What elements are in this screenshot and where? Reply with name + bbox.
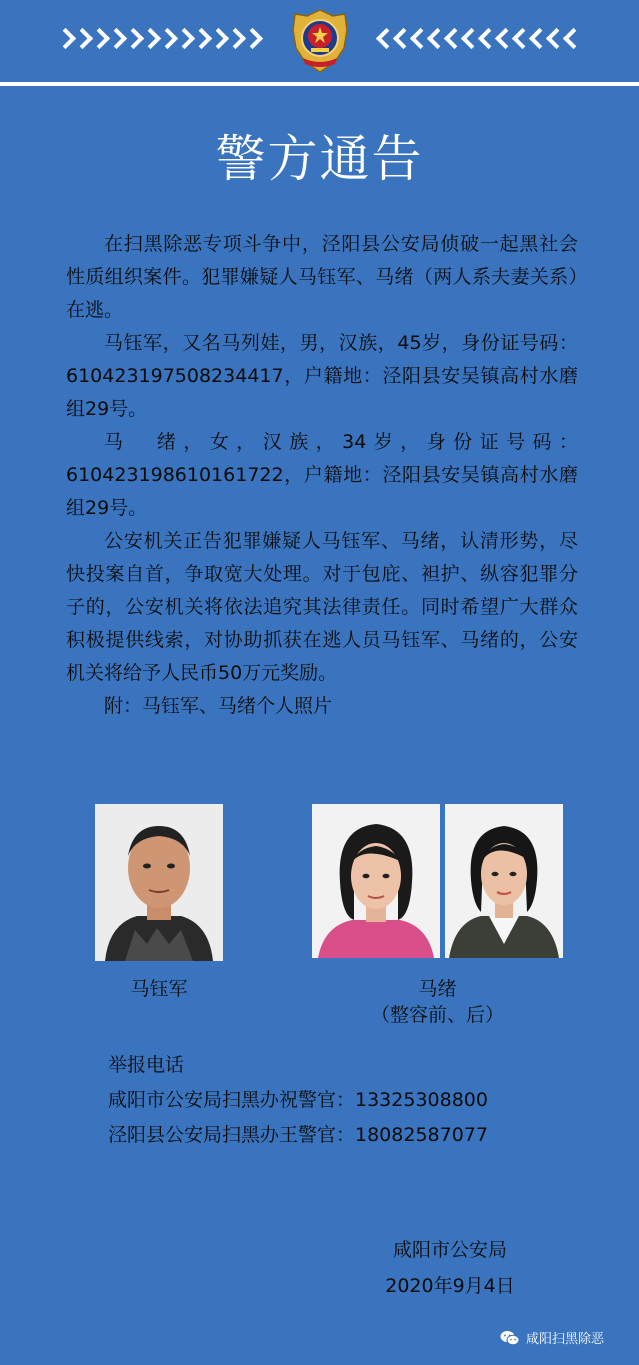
photo-caption-note: （整容前、后） [370, 1004, 504, 1026]
notice-title: 警方通告 [215, 130, 424, 188]
paragraph-warning: 公安机关正告犯罪嫌疑人马钰军、马绪，认清形势，尽快投案自首，争取宽大处理。对于包庇、袒护、纵容犯罪分子的，公安机关将依法追究其法律责任。同时希望广大群众积极提供线索，对协助抓获在逃人员马钰军、马绪的，公安机关将给予人民币50万元奖励。 [66, 530, 578, 684]
paragraph-suspect-2: 马 绪，女，汉族，34岁，身份证号码：610423198610161722，户籍地：泾阳县安吴镇高村水磨组29号。 [66, 431, 578, 519]
paragraph-intro: 在扫黑除恶专项斗争中，泾阳县公安局侦破一起黑社会性质组织案件。犯罪嫌疑人马钰军、马绪（两人系夫妻关系）在逃。 [66, 233, 578, 321]
signature-block [370, 1232, 530, 1304]
right-chevrons [375, 28, 574, 56]
wechat-account-name: 咸阳扫黑除恶 [526, 1332, 605, 1347]
signature-date: 2020年9月4日 [385, 1275, 515, 1297]
suspect-photo-ma-xu-before [312, 804, 440, 958]
photo-caption-ma-xu: 马绪 [418, 978, 457, 1000]
left-chevrons [60, 28, 259, 56]
report-section [108, 1048, 488, 1153]
header-divider [0, 82, 639, 86]
paragraph-suspect-1: 马钰军，又名马列娃，男，汉族，45岁，身份证号码：610423197508234417，户籍地：泾阳县安吴镇高村水磨组29号。 [66, 332, 578, 420]
suspect-photo-ma-xu-after [445, 804, 563, 958]
signature-org: 咸阳市公安局 [392, 1239, 507, 1261]
paragraph-attachment: 附：马钰军、马绪个人照片 [104, 695, 333, 717]
suspect-photo-ma-yujun [95, 804, 223, 961]
wechat-icon [500, 1330, 520, 1346]
notice-body [66, 228, 578, 723]
header-banner [0, 0, 639, 82]
report-heading: 举报电话 [108, 1054, 185, 1076]
police-emblem-icon [289, 8, 351, 74]
report-phone-xianyang: 咸阳市公安局扫黑办祝警官：13325308800 [108, 1089, 488, 1111]
photo-caption-ma-yujun: 马钰军 [130, 978, 188, 1000]
report-phone-jingyang: 泾阳县公安局扫黑办王警官：18082587077 [108, 1124, 488, 1146]
wechat-watermark [500, 1328, 604, 1347]
